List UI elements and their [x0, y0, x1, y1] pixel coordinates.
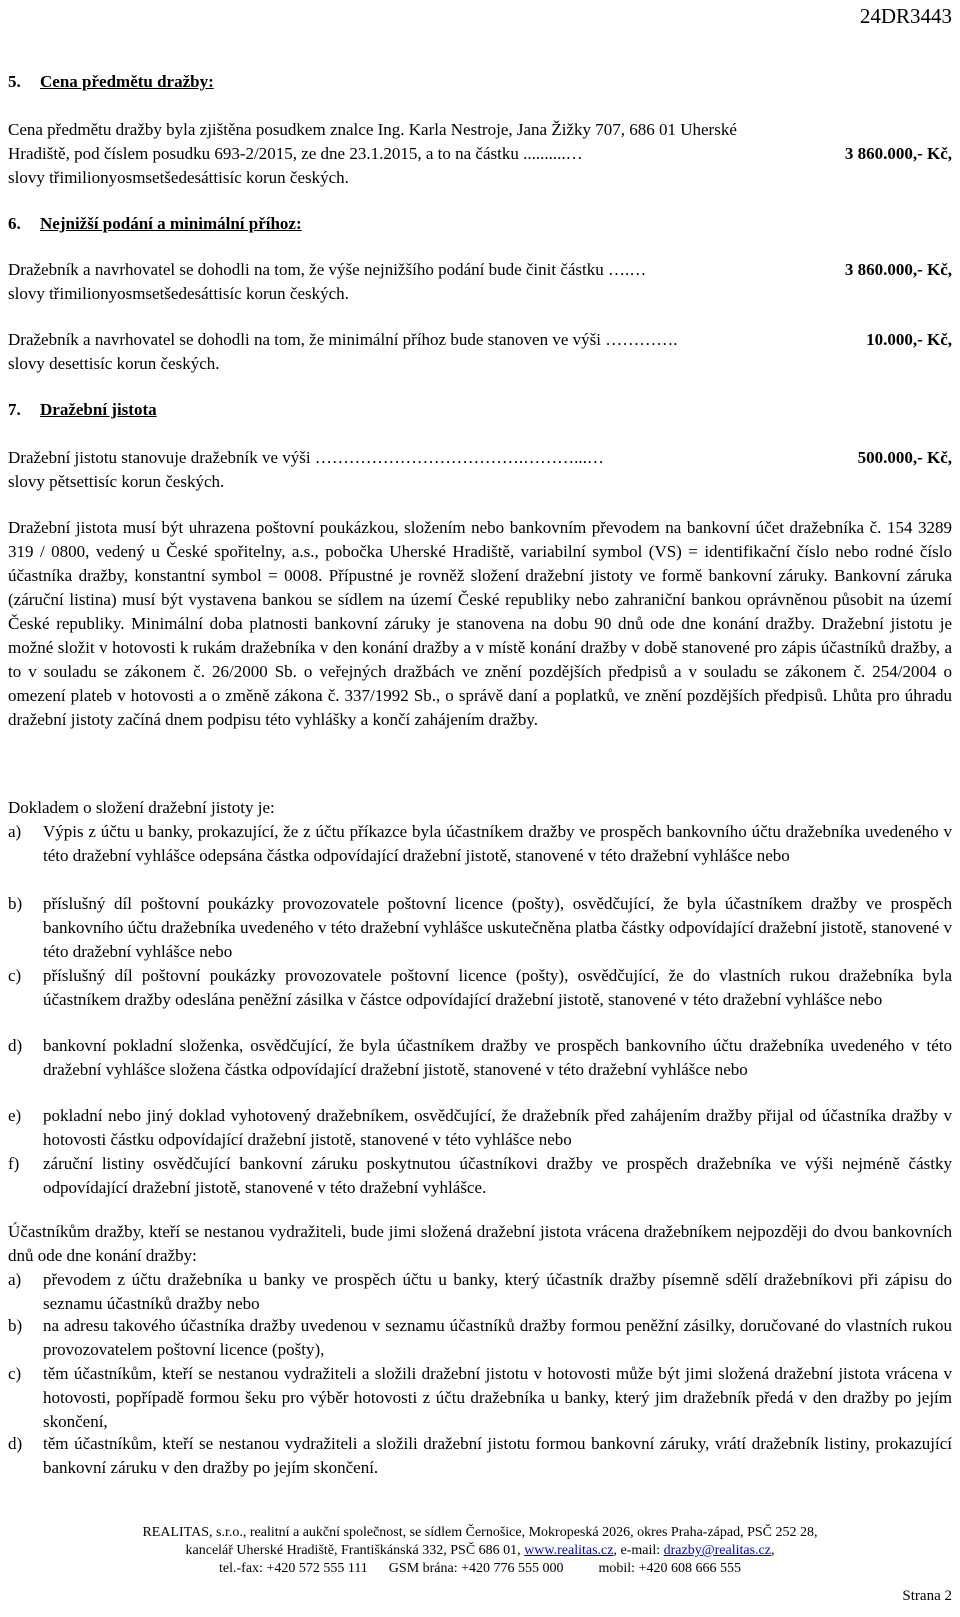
text-line: Cena předmětu dražby byla zjištěna posudkem znalce Ing. Karla Nestroje, Jana Žižky 707, 686 01 Uherské: [8, 120, 737, 139]
minimum-increment-amount: 10.000,- Kč,: [866, 330, 952, 349]
section-number: 6.: [8, 214, 21, 233]
text-line: slovy pětsettisíc korun českých.: [8, 472, 225, 491]
return-item-b: b) na adresu takového účastníka dražby uvedenou v seznamu účastníků dražby formou peněžní zásilky, doručované do vlastních rukou provozovatelem poštovní licence (pošty),: [8, 1316, 952, 1359]
text-line: slovy třimilionyosmsetšedesáttisíc korun českých.: [8, 168, 349, 187]
text-line: Dražebník a navrhovatel se dohodli na tom, že výše nejnižšího podání bude činit částku ….… 3 860.000,- Kč,: [8, 258, 952, 282]
proof-item-b: b) příslušný díl poštovní poukázky provozovatele poštovní licence (pošty), osvědčující, že byla účastníkem dražby ve prospěch bankovního účtu dražebníka uvedeného v této dražební vyhlášce uskutečněna platba částky odpovídající dražební jistotě, stanovené v této dražební vyhlášce nebo: [8, 894, 952, 961]
email-link[interactable]: drazby@realitas.cz: [663, 1543, 771, 1558]
text-line: slovy desettisíc korun českých.: [8, 354, 220, 373]
section-number: 7.: [8, 400, 21, 419]
deposit-amount: 500.000,- Kč,: [857, 448, 952, 467]
price-amount: 3 860.000,- Kč,: [844, 144, 952, 163]
footer-company-line: REALITAS, s.r.o., realitní a aukční společnost, se sídlem Černošice, Mokropeská 2026, okres Praha-západ, PSČ 252 28,: [142, 1525, 818, 1540]
text-line: Dražebník a navrhovatel se dohodli na tom, že minimální příhoz bude stanoven ve výši …………. 10.000,- Kč,: [8, 328, 952, 352]
proof-item-a: a) Výpis z účtu u banky, prokazující, že z účtu příkazce byla účastníkem dražby ve prospěch bankovního účtu dražebníka uvedeného v této dražební vyhlášce odepsána částka odpovídající dražební jistotě, stanovené v této dražební vyhlášce nebo: [8, 822, 952, 865]
proof-item-d: d) bankovní pokladní složenka, osvědčující, že byla účastníkem dražby ve prospěch bankovního účtu dražebníka uvedeného v této dražební vyhlášce složena částka odpovídající dražební jistotě, stanovené v této dražební vyhlášce nebo: [8, 1036, 952, 1079]
minimum-bid-amount: 3 860.000,- Kč,: [844, 260, 952, 279]
deposit-payment-paragraph: Dražební jistota musí být uhrazena poštovní poukázkou, složením nebo bankovním převodem na bankovní účet dražebníka č. 154 3289 319 / 0800, vedený u České spořitelny, a.s., pobočka Uherské Hradiště, variabilní symbol (VS) = identifikační číslo nebo rodné číslo účastníka dražby, konstantní symbol = 0008. Přípustné je rovněž složení dražební jistoty ve formě bankovní záruky. Bankovní záruka (záruční listina) musí být vystavena bankou se sídlem na území České republiky nebo zahraniční bankou oprávněnou působit na území České republiky. Minimální doba platnosti bankovní záruky je stanovena na dobu 90 dnů ode dne konání dražby. Dražební jistotu je možné složit v hotovosti k rukám dražebníka v den konání dražby a v místě konání dražby v době stanovené pro zápis účastníků dražby, a to v souladu se zákonem č. 26/2000 Sb. o veřejných dražbách ve znění pozdějších předpisů a v souladu se zákonem č. 254/2004 o omezení plateb v hotovosti a o změně zákona č. 337/1992 Sb., o správě daní a poplatků, ve znění pozdějších předpisů. Lhůta pro úhradu dražební jistoty začíná dnem podpisu této vyhlášky a končí zahájením dražby.: [8, 518, 952, 729]
return-item-a: a) převodem z účtu dražebníka u banky ve prospěch účtu u banky, který účastník dražby písemně sdělí dražebníkovi při zápisu do seznamu účastníků dražby nebo: [8, 1270, 952, 1313]
return-item-d: d) těm účastníkům, kteří se nestanou vydražiteli a složili dražební jistotu formou bankovní záruky, vrátí dražebník listiny, prokazující bankovní záruku v den dražby po jejím skončení.: [8, 1434, 952, 1477]
section-5-heading: [8, 72, 214, 92]
footer: [0, 1524, 960, 1578]
section-number: 5.: [8, 72, 21, 91]
section-7-paragraph-1: [8, 446, 952, 494]
return-intro: Účastníkům dražby, kteří se nestanou vydražiteli, bude jimi složená dražební jistota vrácena dražebníkem nejpozději do dvou bankovních dnů ode dne konání dražby:: [8, 1222, 952, 1265]
return-item-c: c) těm účastníkům, kteří se nestanou vydražiteli a složili dražební jistotu v hotovosti může být jimi složená dražební jistota vrácena v hotovosti, popřípadě formou šeku pro výběr hotovosti z účtu dražebníka u banky, který jim dražebník předá v den dražby po jejím skončení,: [8, 1364, 952, 1431]
proof-item-e: e) pokladní nebo jiný doklad vyhotovený dražebníkem, osvědčující, že dražebník před zahájením dražby přijal od účastníka dražby v hotovosti částku odpovídající dražební jistotě, stanovené v této vyhlášce nebo: [8, 1106, 952, 1149]
proof-item-f: f) záruční listiny osvědčující bankovní záruku poskytnutou účastníkovi dražby ve prospěch dražebníka ve výši nejméně částky odpovídající dražební jistotě, stanovené v této dražební vyhlášce.: [8, 1154, 952, 1197]
section-title: Nejnižší podání a minimální příhoz:: [40, 214, 302, 233]
section-6-paragraph-1: [8, 258, 952, 306]
section-6-paragraph-2: [8, 328, 952, 376]
text-line: Dražební jistotu stanovuje dražebník ve výši ……………………………….………...… 500.000,- Kč,: [8, 446, 952, 470]
footer-office-line: kancelář Uherské Hradiště, Františkánská 332, PSČ 686 01, www.realitas.cz, e-mail: drazby@realitas.cz,: [185, 1543, 775, 1558]
section-7-heading: [8, 400, 157, 420]
text-line: slovy třimilionyosmsetšedesáttisíc korun českých.: [8, 284, 349, 303]
proof-item-c: c) příslušný díl poštovní poukázky provozovatele poštovní licence (pošty), osvědčující, že do vlastních rukou dražebníka byla účastníkem dražby odeslána peněžní zásilka v částce odpovídající dražební jistotě, stanovené v této dražební vyhlášce nebo: [8, 966, 952, 1009]
section-title: Dražební jistota: [40, 400, 157, 419]
document-id: 24DR3443: [859, 4, 952, 28]
website-link[interactable]: www.realitas.cz: [524, 1543, 614, 1558]
footer-phone-line: tel.-fax: +420 572 555 111 GSM brána: +420 776 555 000 mobil: +420 608 666 555: [219, 1561, 741, 1576]
proof-intro: Dokladem o složení dražební jistoty je:: [8, 798, 275, 817]
text-line: Hradiště, pod číslem posudku 693-2/2015, ze dne 23.1.2015, a to na částku ..........… 3 860.000,- Kč,: [8, 142, 952, 166]
section-6-heading: [8, 214, 302, 234]
section-title: Cena předmětu dražby:: [40, 72, 214, 91]
page-number: Strana 2: [902, 1588, 952, 1604]
section-5-text: [8, 118, 952, 190]
